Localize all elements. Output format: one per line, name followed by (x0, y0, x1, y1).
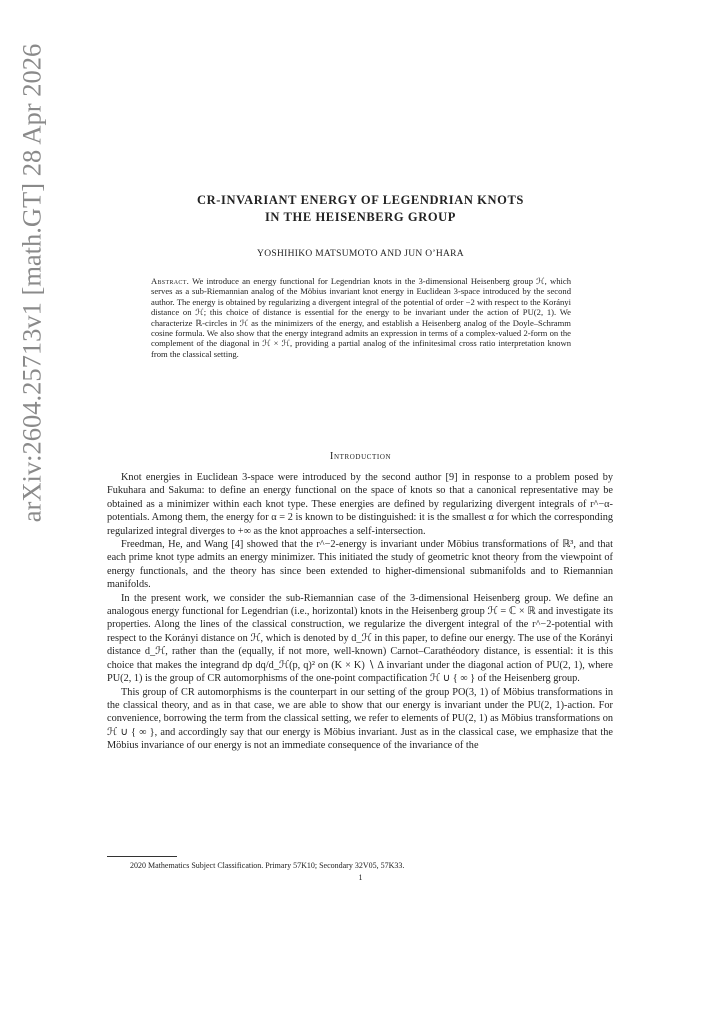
paragraph: In the present work, we consider the sub-Riemannian case of the 3-dimensional Heisenberg group. We define an analogous energy functional for Legendrian (i.e., horizontal) knots in the Heisenberg group ℋ = ℂ × ℝ and investigate its properties. Along the lines of the classical construction, we regularize the divergent integral of the r^−2-potential with respect to the Korányi distance on ℋ, which is denoted by d_ℋ in this paper, to define our energy. The use of the Korányi distance d_ℋ, rather than the (equally, if not more, well-known) Carnot–Carathéodory distance, is essential: it is this choice that makes the integrand dp dq/d_ℋ(p, q)² on (K × K) ∖ Δ invariant under the diagonal action of PU(2, 1), where PU(2, 1) is the group of CR automorphisms of the one-point compactification ℋ ∪ { ∞ } of the Heisenberg group. (107, 592, 613, 685)
paragraph: Knot energies in Euclidean 3-space were introduced by the second author [9] in response to a problem posed by Fukuhara and Sakuma: to define an energy functional on the space of knots so that a canonical representative may be obtained as a minimizer within each knot type. These energies are defined by regularizing divergent integrals of r^−α-potentials. Among them, the energy for α = 2 is known to be distinguished: it is the smallest α for which the corresponding regularized integral diverges to +∞ as the knot approaches a self-intersection. (107, 472, 613, 537)
paper-title-line-1: CR-INVARIANT ENERGY OF LEGENDRIAN KNOTS (197, 193, 524, 207)
abstract-text: We introduce an energy functional for Legendrian knots in the 3-dimensional Heisenberg group ℋ, which serves as a sub-Riemannian analog of the Möbius invariant knot energy in Euclidean 3-space introduced by the second author. The energy is obtained by regularizing a divergent integral of the potential of order −2 with respect to the Korányi distance on ℋ; this choice of distance is essential for the energy to be invariant under the action of PU(2, 1). We characterize ℝ-circles in ℋ as the minimizers of the energy, and establish a Heisenberg analog of the Doyle–Schramm cosine formula. We also show that the energy integrand admits an expression in terms of a complex-valued 2-form on the complement of the diagonal in ℋ × ℋ, providing a partial analog of the infinitesimal cross ratio interpretation known from the classical setting. (151, 276, 571, 359)
page-number: 1 (358, 873, 363, 882)
paper-title-line-2: IN THE HEISENBERG GROUP (264, 210, 457, 224)
paragraph: This group of CR automorphisms is the counterpart in our setting of the group PO(3, 1) of Möbius transformations in the classical theory, and as in that case, we are able to show that our energy is invariant under the PU(2, 1)-action. For convenience, borrowing the term from the classical setting, we refer to elements of PU(2, 1) as Möbius transformations on ℋ ∪ { ∞ }, and accordingly say that our energy is Möbius invariant. Just as in the classical case, we emphasize that the Möbius invariance of our energy is not an immediate consequence of the invariance of the (107, 686, 613, 752)
author-list: YOSHIHIKO MATSUMOTO AND JUN O’HARA (257, 249, 464, 259)
footnote: 2020 Mathematics Subject Classification. Primary 57K10; Secondary 32V05, 57K33. (130, 861, 405, 870)
paragraph: Freedman, He, and Wang [4] showed that the r^−2-energy is invariant under Möbius transformations of ℝ³, and that each prime knot type admits an energy minimizer. This initiated the study of geometric knot theory from the viewpoint of energy functionals, and the theory has since been extended to higher-dimensional submanifolds and to Riemannian manifolds. (107, 539, 613, 591)
body-text (107, 471, 613, 753)
arxiv-stamp-text: arXiv:2604.25713v1 [math.GT] 28 Apr 2026 (16, 43, 47, 523)
footnote-rule (107, 856, 177, 857)
abstract (151, 276, 571, 359)
section-title: Introduction (329, 451, 392, 462)
abstract-heading: Abstract. (151, 276, 190, 286)
